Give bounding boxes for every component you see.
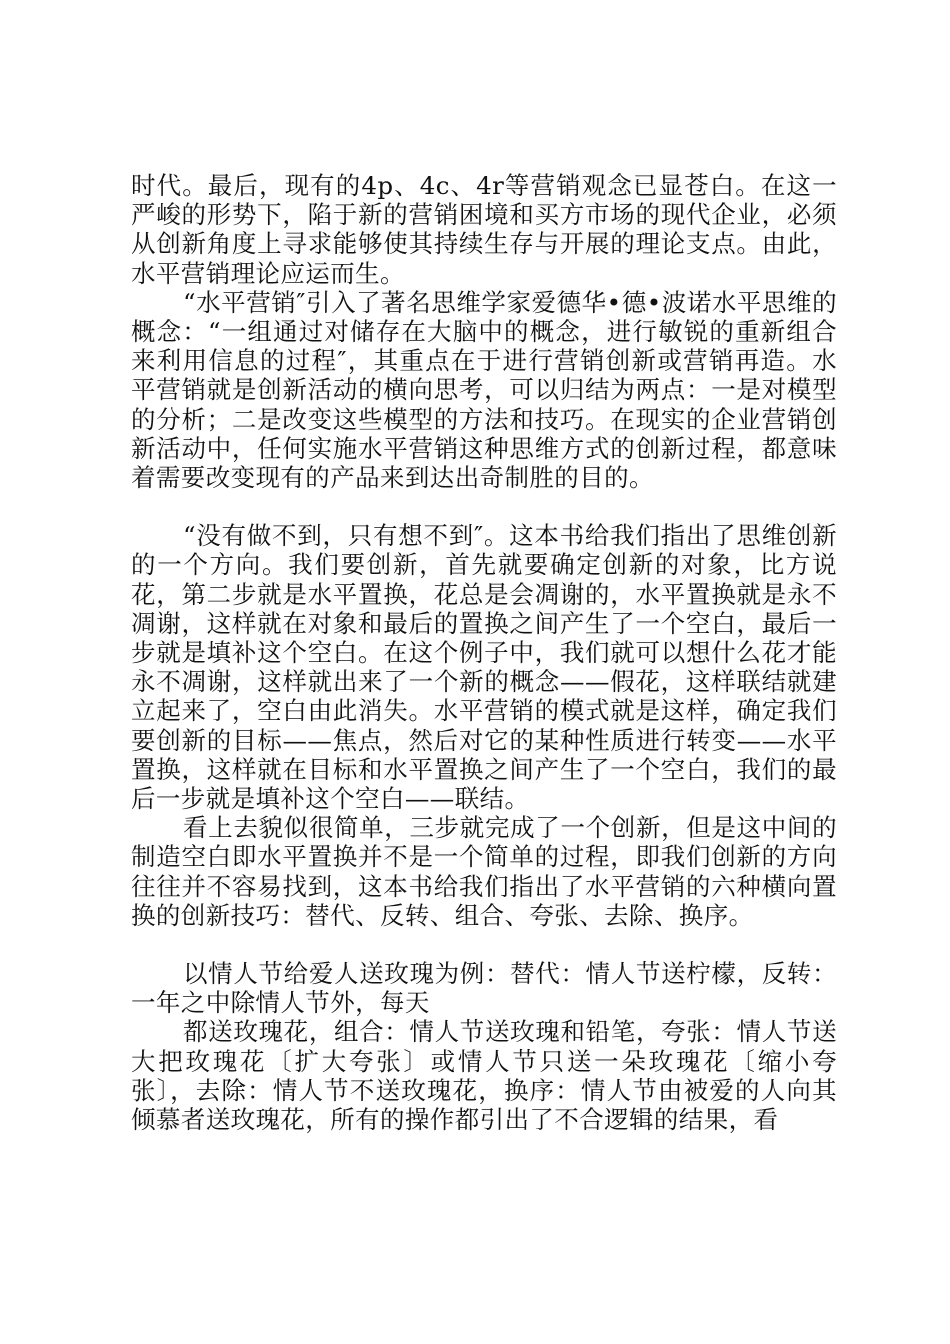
paragraph-6: 都送玫瑰花，组合：情人节送玫瑰和铅笔，夸张：情人节送大把玫瑰花〔扩大夸张〕或情人节只送一朵玫瑰花〔缩小夸张〕，去除：情人节不送玫瑰花，换序：情人节由被爱的人向其倾慕者送玫瑰花，所有的操作都引出了不合逻辑的结果，看	[131, 1017, 837, 1135]
paragraph-5: 以情人节给爱人送玫瑰为例：替代：情人节送柠檬，反转：一年之中除情人节外，每天	[131, 959, 837, 1018]
paragraph-1: 时代。最后，现有的4p、4c、4r等营销观念已显苍白。在这一严峻的形势下，陷于新的营销困境和买方市场的现代企业，必须从创新角度上寻求能够使其持续生存与开展的理论支点。由此，水平营销理论应运而生。	[131, 171, 837, 288]
paragraph-2: “水平营销″引入了著名思维学家爱德华•德•波诺水平思维的概念：“一组通过对储存在大脑中的概念，进行敏锐的重新组合来利用信息的过程″，其重点在于进行营销创新或营销再造。水平营销就是创新活动的横向思考，可以归结为两点：一是对模型的分析；二是改变这些模型的方法和技巧。在现实的企业营销创新活动中，任何实施水平营销这种思维方式的创新过程，都意味着需要改变现有的产品来到达出奇制胜的目的。	[131, 287, 837, 493]
document-body	[131, 171, 837, 1134]
paragraph-4: 看上去貌似很简单，三步就完成了一个创新，但是这中间的制造空白即水平置换并不是一个简单的过程，即我们创新的方向往往并不容易找到，这本书给我们指出了水平营销的六种横向置换的创新技巧：替代、反转、组合、夸张、去除、换序。	[131, 813, 837, 930]
paragraph-3: “没有做不到，只有想不到″。这本书给我们指出了思维创新的一个方向。我们要创新，首先就要确定创新的对象，比方说花，第二步就是水平置换，花总是会凋谢的，水平置换就是永不凋谢，这样就在对象和最后的置换之间产生了一个空白，最后一步就是填补这个空白。在这个例子中，我们就可以想什么花才能永不凋谢，这样就出来了一个新的概念——假花，这样联结就建立起来了，空白由此消失。水平营销的模式就是这样，确定我们要创新的目标——焦点，然后对它的某种性质进行转变——水平置换，这样就在目标和水平置换之间产生了一个空白，我们的最后一步就是填补这个空白——联结。	[131, 521, 837, 814]
